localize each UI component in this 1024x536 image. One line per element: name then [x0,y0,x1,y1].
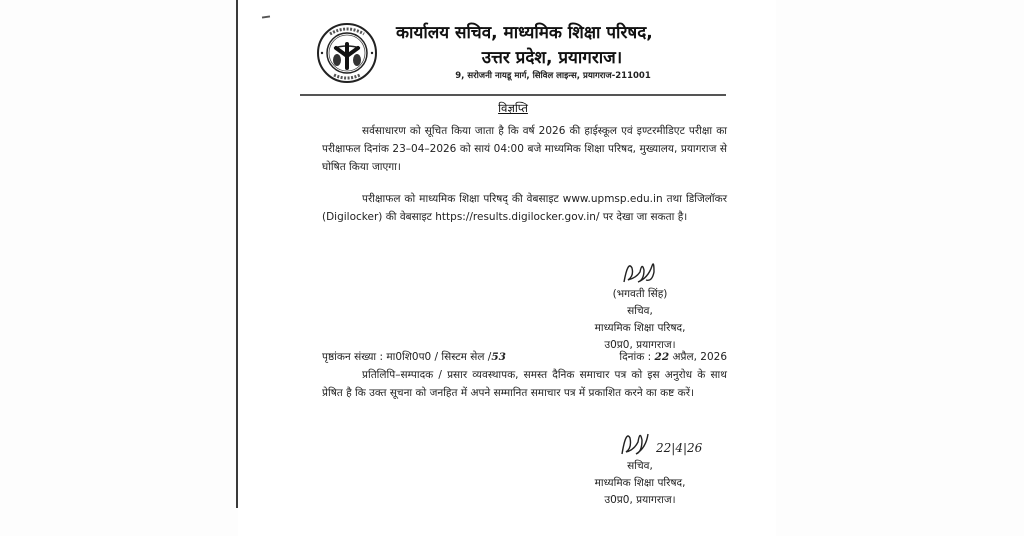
signatory-location: उ0प्र0, प्रयागराज। [604,494,676,506]
signatory-designation: सचिव, [627,460,653,472]
signatory-designation: सचिव, [627,305,653,317]
reference-date [619,350,727,364]
signature-icon [614,428,658,458]
page-edge-rule [236,0,238,508]
office-location: उत्तर प्रदेश, प्रयागराज। [481,48,623,68]
signatory-block-1 [560,258,720,354]
reference-label: पृष्ठांकन संख्या : मा0शि0प0 / सिस्टम सेल / [322,351,492,363]
signatory-name: (भगवती सिंह) [612,288,668,300]
signatory-organization: माध्यमिक शिक्षा परिषद, [594,477,686,489]
notice-paragraph-2: परीक्षाफल को माध्यमिक शिक्षा परिषद् की वेबसाइट www.upmsp.edu.in तथा डिजिलॉकर (Digilocker) की वेबसाइट https://results.digilocker.gov.in/ पर देखा जा सकता है। [322,193,727,223]
date-month-year: अप्रैल, 2026 [672,351,727,363]
reference-number [322,350,506,364]
header-divider [300,94,726,96]
signatory-organization: माध्यमिक शिक्षा परिषद, [594,322,686,334]
copy-to-paragraph: प्रतिलिपि–सम्पादक / प्रसार व्यवस्थापक, समस्त दैनिक समाचार पत्र को इस अनुरोध के साथ प्रेषित है कि उक्त सूचना को जनहित में अपने सम्मानित समाचार पत्र में प्रकाशित करने का कष्ट करें। [322,369,727,399]
upmsp-emblem-icon [316,22,378,84]
signature-with-date [560,428,720,458]
notice-title: विज्ञप्ति [498,101,528,115]
signature-icon [610,258,670,286]
handwritten-date: 22|4|26 [656,441,703,455]
office-address: 9, सरोजनी नायडू मार्ग, सिविल लाइन्स, प्रयागराज-211001 [455,71,651,81]
notice-paragraph-1: सर्वसाधारण को सूचित किया जाता है कि वर्ष 2026 की हाईस्कूल एवं इण्टरमीडिएट परीक्षा का परीक्षाफल दिनांक 23–04–2026 को सायं 04:00 बजे माध्यमिक शिक्षा परिषद, मुख्यालय, प्रयागराज से घोषित किया जाएगा। [322,125,727,173]
date-day: 22 [654,351,670,363]
signatory-block-2 [560,428,720,509]
signatory-location: उ0प्र0, प्रयागराज। [604,339,676,351]
date-label: दिनांक : [619,351,652,363]
reference-value: 53 [491,351,506,363]
reference-row [322,350,727,364]
office-title: कार्यालय सचिव, माध्यमिक शिक्षा परिषद, [396,23,653,43]
